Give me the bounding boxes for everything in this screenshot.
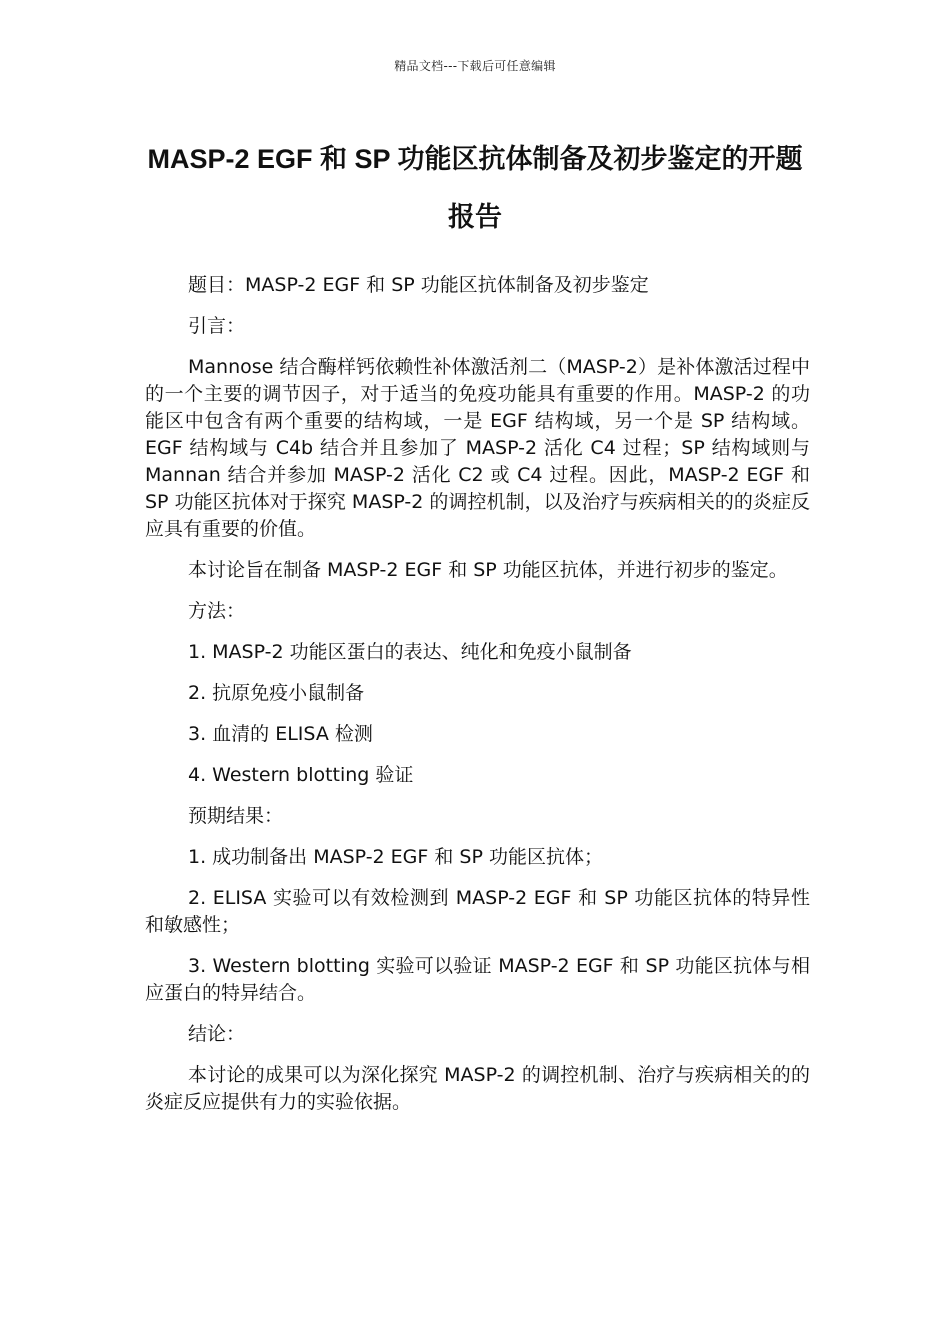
conclusion-heading: 结论：	[188, 1023, 246, 1045]
intro-paragraph: Mannose 结合酶样钙依赖性补体激活剂二（MASP-2）是补体激活过程中的一个主要的调节因子，对于适当的免疫功能具有重要的作用。MASP-2 的功能区中包含有两个重要的结构域，一是 EGF 结构域，另一个是 SP 结构域。EGF 结构域与 C4b 结合并且参加了 MASP-2 活化 C4 过程；SP 结构域则与 Mannan 结合并参加 MASP-2 活化 C2 或 C4 过程。因此，MASP-2 EGF 和 SP 功能区抗体对于探究 MASP-2 的调控机制，以及治疗与疾病相关的的炎症反应具有重要的价值。	[145, 356, 810, 540]
results-heading: 预期结果：	[188, 805, 284, 827]
result-item: 3. Western blotting 实验可以验证 MASP-2 EGF 和 SP 功能区抗体与相应蛋白的特异结合。	[145, 955, 810, 1004]
header-note: 精品文档---下载后可任意编辑	[394, 59, 556, 73]
result-item: 1. 成功制备出 MASP-2 EGF 和 SP 功能区抗体；	[188, 846, 603, 868]
topic-line: 题目：MASP-2 EGF 和 SP 功能区抗体制备及初步鉴定	[188, 274, 649, 296]
result-item: 2. ELISA 实验可以有效检测到 MASP-2 EGF 和 SP 功能区抗体的特异性和敏感性；	[145, 887, 810, 936]
document-body	[145, 272, 810, 1130]
aim-paragraph: 本讨论旨在制备 MASP-2 EGF 和 SP 功能区抗体，并进行初步的鉴定。	[188, 559, 788, 581]
document-title: MASP-2 EGF 和 SP 功能区抗体制备及初步鉴定的开题报告	[147, 144, 803, 232]
method-item: 1. MASP-2 功能区蛋白的表达、纯化和免疫小鼠制备	[188, 641, 632, 663]
method-item: 3. 血清的 ELISA 检测	[188, 723, 373, 745]
intro-heading: 引言：	[188, 315, 246, 337]
method-item: 2. 抗原免疫小鼠制备	[188, 682, 365, 704]
conclusion-paragraph: 本讨论的成果可以为深化探究 MASP-2 的调控机制、治疗与疾病相关的的炎症反应提供有力的实验依据。	[145, 1064, 810, 1113]
method-item: 4. Western blotting 验证	[188, 764, 414, 786]
methods-heading: 方法：	[188, 600, 246, 622]
